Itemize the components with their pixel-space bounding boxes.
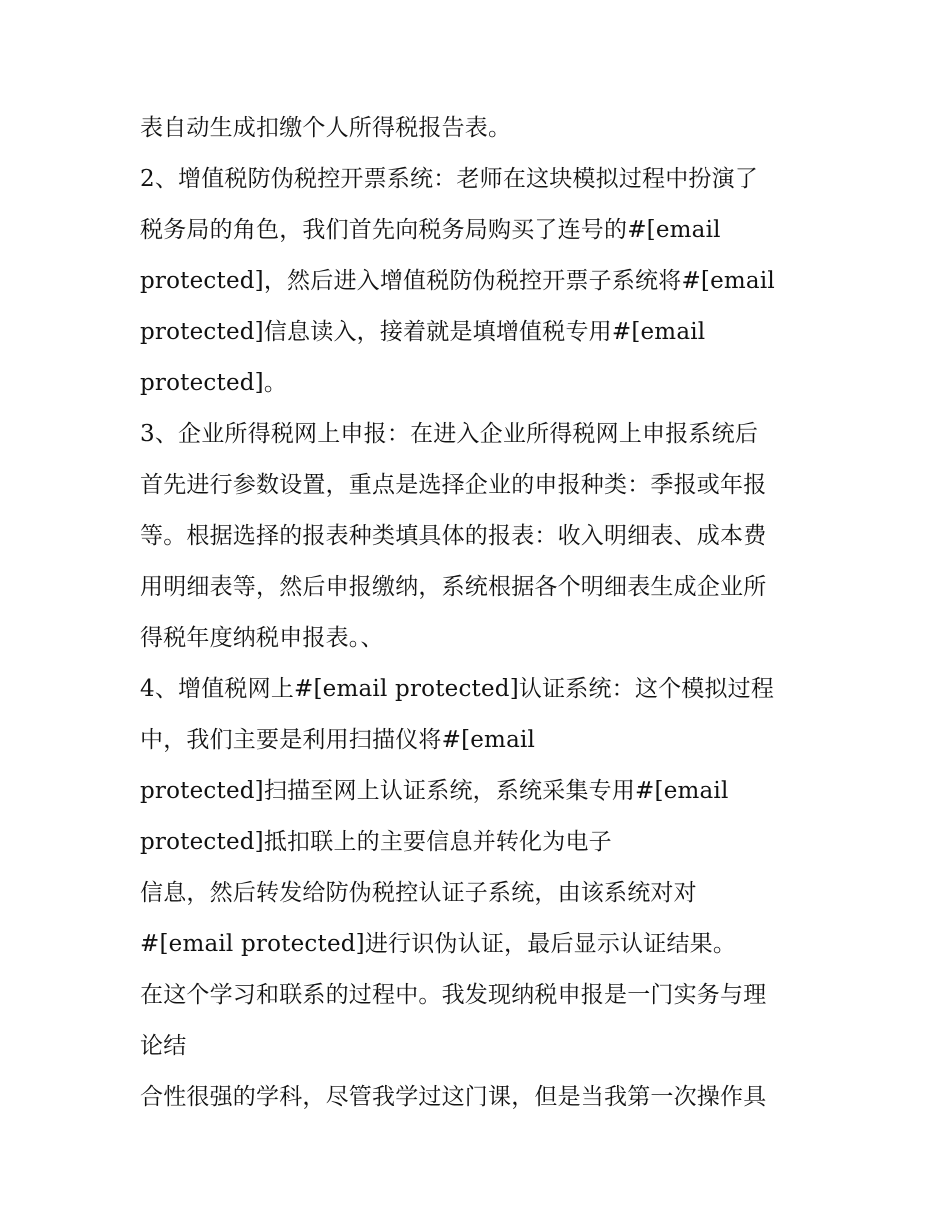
text-line-5: protected]信息读入，接着就是填增值税专用#[email [140, 319, 706, 345]
text-line-11: 得税年度纳税申报表。、 [140, 625, 384, 651]
text-line-16: 信息，然后转发给防伪税控认证子系统，由该系统对对 [140, 880, 697, 906]
text-line-8: 首先进行参数设置，重点是选择企业的申报种类：季报或年报 [140, 472, 767, 498]
document-page [140, 103, 820, 1123]
text-line-7: 3、企业所得税网上申报：在进入企业所得税网上申报系统后 [140, 421, 759, 447]
text-line-2: 2、增值税防伪税控开票系统：老师在这块模拟过程中扮演了 [140, 166, 759, 192]
text-line-1: 表自动生成扣缴个人所得税报告表。 [140, 115, 512, 141]
text-line-18: 在这个学习和联系的过程中。我发现纳税申报是一门实务与理 [140, 982, 767, 1008]
text-line-13: 中，我们主要是利用扫描仪将#[email [140, 727, 536, 753]
text-line-19: 论结 [140, 1033, 187, 1059]
text-line-20: 合性很强的学科，尽管我学过这门课，但是当我第一次操作具 [140, 1084, 767, 1110]
text-line-3: 税务局的角色，我们首先向税务局购买了连号的#[email [140, 217, 721, 243]
text-line-6: protected]。 [140, 370, 288, 396]
text-line-9: 等。根据选择的报表种类填具体的报表：收入明细表、成本费 [140, 523, 767, 549]
text-line-4: protected]，然后进入增值税防伪税控开票子系统将#[email [140, 268, 775, 294]
text-line-10: 用明细表等，然后申报缴纳，系统根据各个明细表生成企业所 [140, 574, 767, 600]
text-line-14: protected]扫描至网上认证系统，系统采集专用#[email [140, 778, 729, 804]
text-line-12: 4、增值税网上#[email protected]认证系统：这个模拟过程 [140, 676, 775, 702]
text-line-15: protected]抵扣联上的主要信息并转化为电子 [140, 829, 612, 855]
text-line-17: #[email protected]进行识伪认证，最后显示认证结果。 [140, 931, 737, 957]
